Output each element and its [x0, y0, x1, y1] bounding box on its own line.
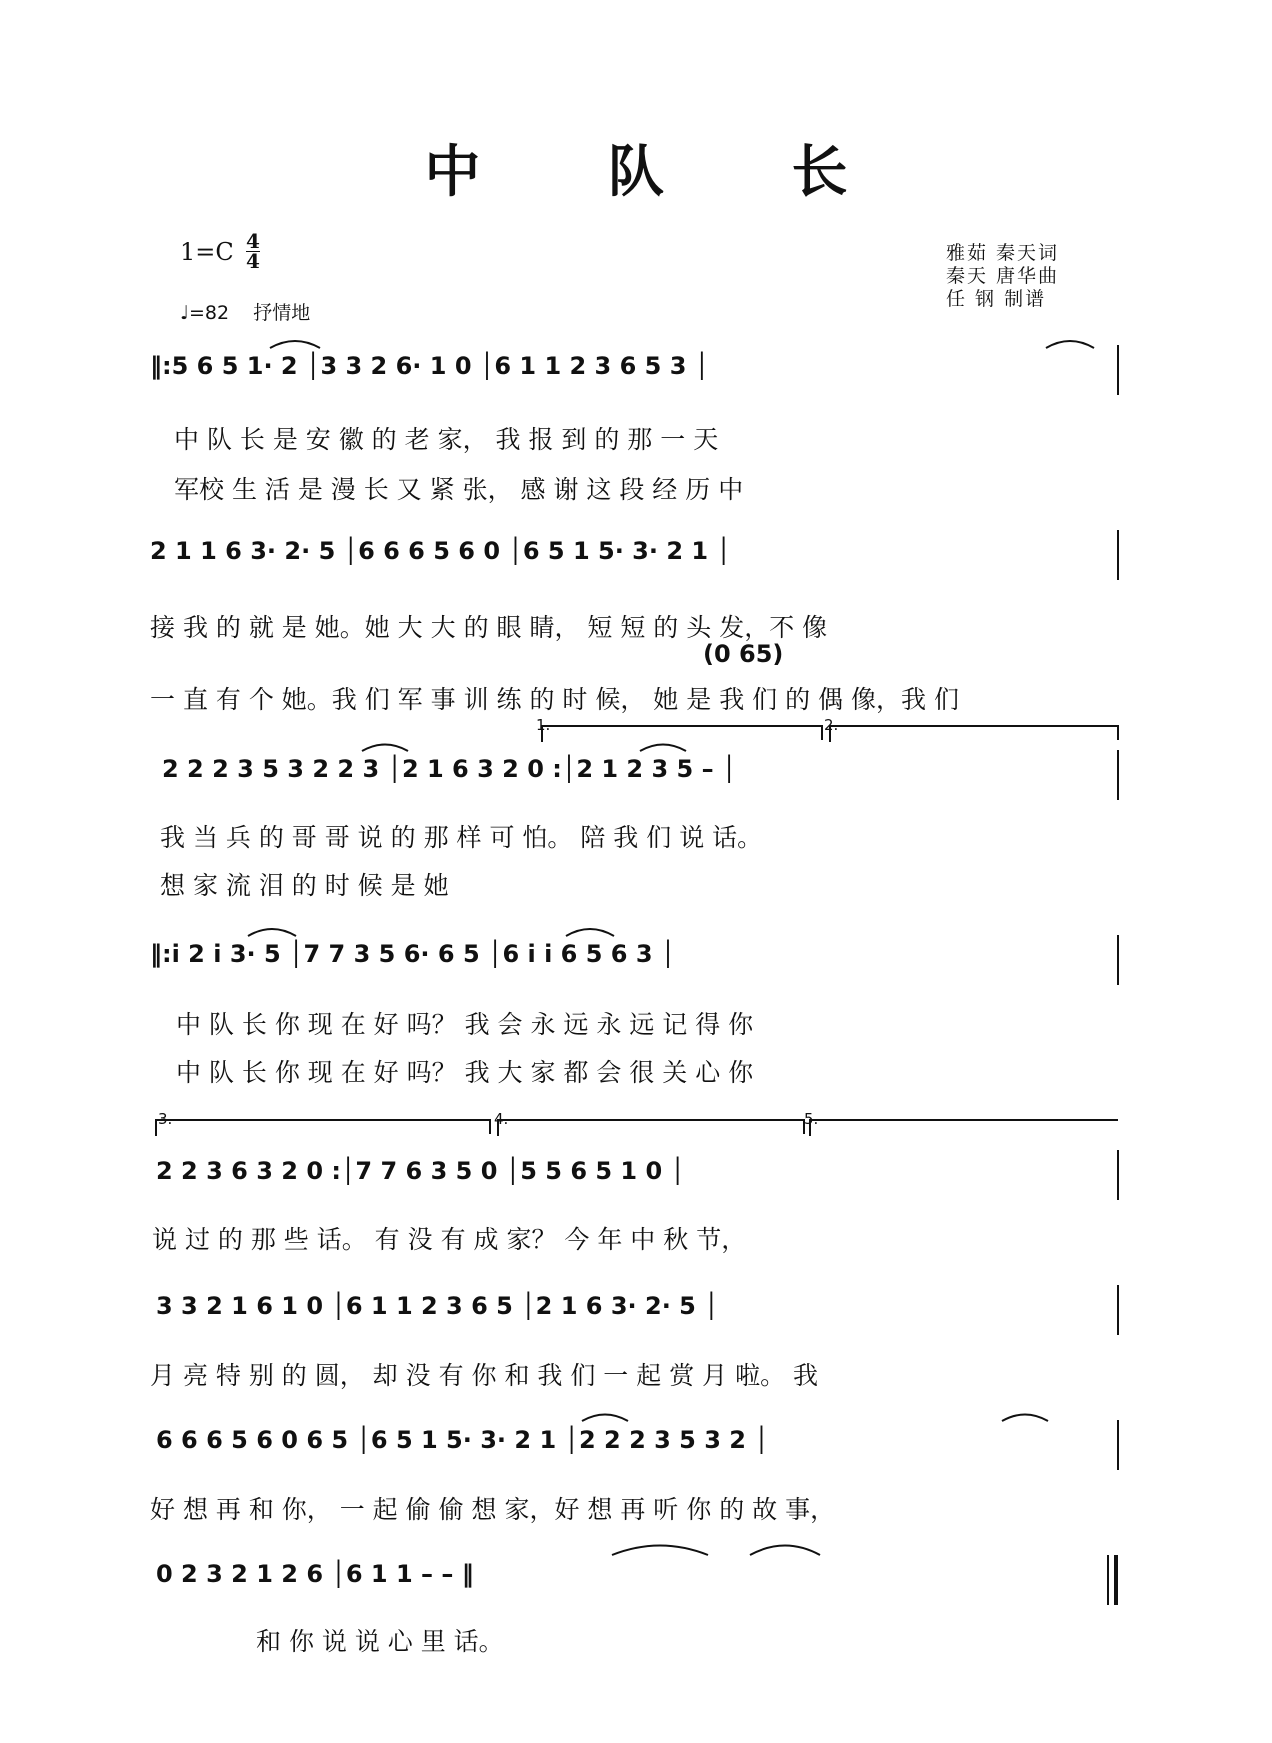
slur-9 [612, 1546, 708, 1556]
time-signature-bottom: 4 [246, 249, 260, 273]
slur-8 [1002, 1415, 1048, 1422]
lyric-line-4a: 中 队 长 你 现 在 好 吗？ 我 会 永 远 永 远 记 得 你 [176, 1010, 754, 1039]
volta-2-label: 2. [824, 716, 839, 734]
volta-bracket-3 [156, 1120, 490, 1136]
slur-2 [1046, 341, 1094, 348]
slur-4 [640, 745, 686, 752]
credit-lyricist: 雅茹 秦天词 [946, 242, 1060, 264]
notation-line-2: 2 1 1 6 3· 2· 5 │6 6 6 5 6 0 │6 5 1 5· 3· 2 1 │ [150, 537, 731, 565]
lyric-line-1a: 中 队 长 是 安 徽 的 老 家， 我 报 到 的 那 一 天 [174, 425, 719, 454]
notation-line-6: 3 3 2 1 6 1 0 │6 1 1 2 3 6 5 │2 1 6 3· 2· 5 │ [156, 1292, 719, 1320]
lyric-line-4b: 中 队 长 你 现 在 好 吗？ 我 大 家 都 会 很 关 心 你 [176, 1058, 754, 1087]
aside-notes: (0 65) [703, 640, 784, 668]
notation-line-8: 0 2 3 2 1 2 6 │6 1 1 – – ‖ [156, 1560, 474, 1588]
slur-6 [566, 929, 614, 936]
lyric-line-3a: 我 当 兵 的 哥 哥 说 的 那 样 可 怕。 陪 我 们 说 话。 [160, 823, 763, 852]
volta-4-label: 4. [494, 1110, 509, 1128]
volta-1-label: 1. [536, 716, 551, 734]
notation-line-1: ‖:5 6 5 1· 2 │3 3 2 6· 1 0 │6 1 1 2 3 6 5 3 │ [150, 352, 710, 380]
lyric-line-2b: 一 直 有 个 她。我 们 军 事 训 练 的 时 候， 她 是 我 们 的 偶 像，我 们 [150, 685, 959, 714]
credit-composer: 秦天 唐华曲 [946, 265, 1060, 287]
credit-transcriber: 任 钢 制谱 [946, 288, 1047, 310]
volta-bracket-2 [830, 726, 1118, 742]
notation-line-7: 6 6 6 5 6 0 6 5 │6 5 1 5· 3· 2 1 │2 2 2 3 5 3 2 │ [156, 1426, 769, 1454]
lyric-line-5: 说 过 的 那 些 话。 有 没 有 成 家？ 今 年 中 秋 节， [152, 1225, 747, 1254]
slur-7 [582, 1415, 628, 1422]
volta-bracket-4 [498, 1120, 804, 1136]
slur-3 [362, 745, 408, 752]
slur-5 [248, 929, 296, 936]
lyric-line-3b: 想 家 流 泪 的 时 候 是 她 [160, 871, 449, 900]
slur-10 [750, 1546, 820, 1556]
key-signature: 1=C [180, 238, 234, 266]
lyric-line-8: 和 你 说 说 心 里 话。 [256, 1627, 504, 1656]
song-title: 中 队 长 [424, 139, 902, 205]
lyric-line-7: 好 想 再 和 你， 一 起 偷 偷 想 家，好 想 再 听 你 的 故 事， [150, 1495, 836, 1524]
lyric-line-6: 月 亮 特 别 的 圆， 却 没 有 你 和 我 们 一 起 赏 月 啦。 我 [150, 1361, 819, 1390]
volta-bracket-1 [542, 726, 822, 742]
time-signature-top: 4 [246, 229, 260, 253]
notation-line-4: ‖:i 2 i 3· 5 │7 7 3 5 6· 6 5 │6 i i 6 5 6 3 │ [150, 940, 676, 968]
volta-3-label: 3. [158, 1110, 173, 1128]
volta-bracket-5 [810, 1120, 1118, 1136]
tempo-value: ♩=82 [180, 302, 230, 324]
expression-marking: 抒情地 [253, 302, 311, 324]
volta-5-label: 5. [804, 1110, 819, 1128]
lyric-line-1b: 军校 生 活 是 漫 长 又 紧 张， 感 谢 这 段 经 历 中 [174, 475, 744, 504]
notation-line-3: 2 2 2 3 5 3 2 2 3 │2 1 6 3 2 0 :│2 1 2 3 5 – │ [162, 755, 737, 783]
slur-1 [270, 341, 320, 348]
notation-line-5: 2 2 3 6 3 2 0 :│7 7 6 3 5 0 │5 5 6 5 1 0 │ [156, 1157, 685, 1185]
lyric-line-2a: 接 我 的 就 是 她。她 大 大 的 眼 睛， 短 短 的 头 发，不 像 [150, 613, 828, 642]
